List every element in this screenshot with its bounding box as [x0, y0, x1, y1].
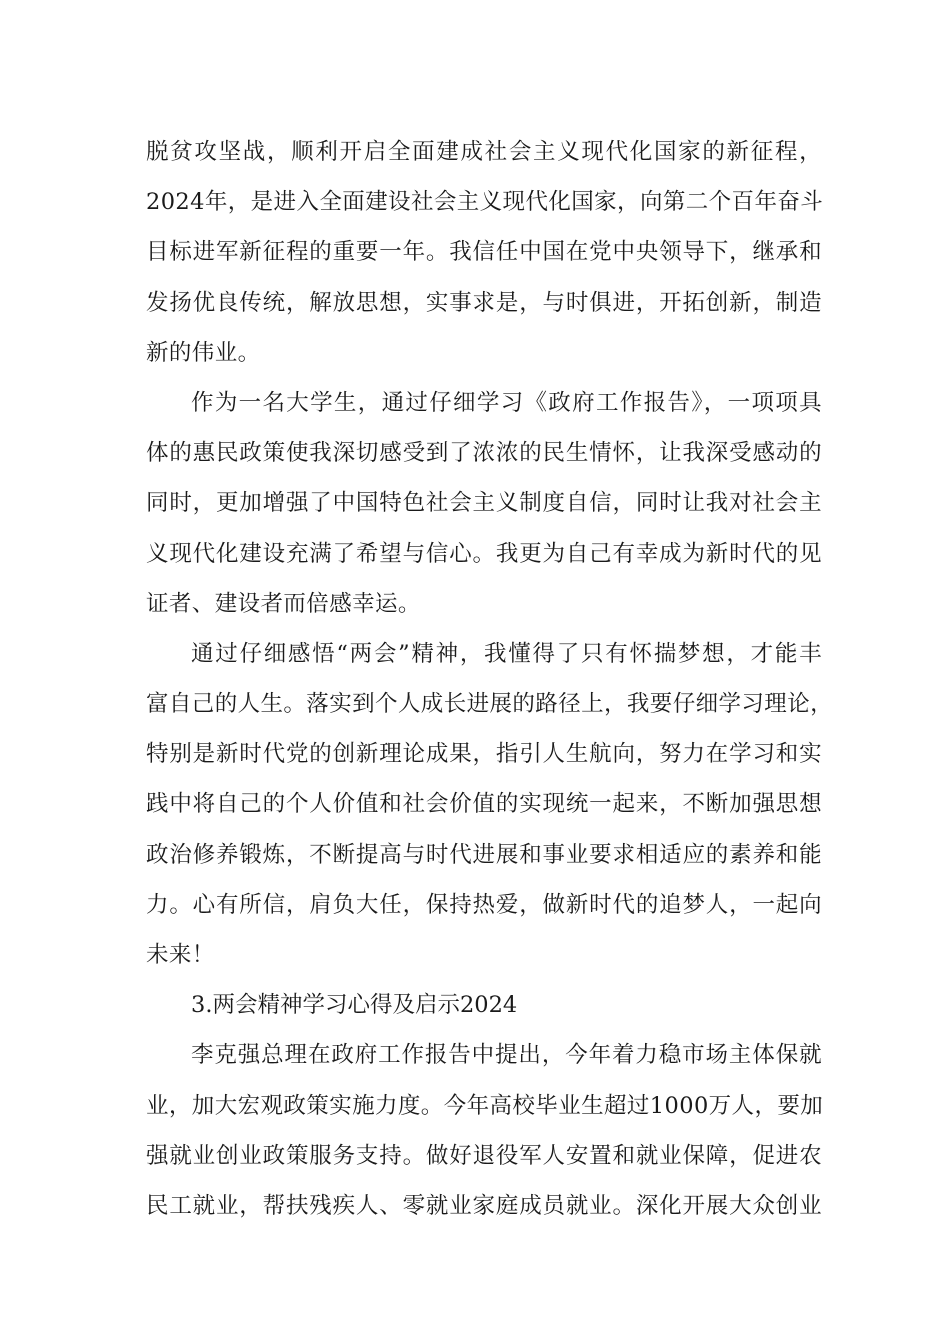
text-line: 同时，更加增强了中国特色社会主义制度自信，同时让我对社会主 [146, 490, 822, 517]
text-line: 特别是新时代党的创新理论成果，指引人生航向，努力在学习和实 [146, 741, 822, 768]
text-line: 发扬优良传统，解放思想，实事求是，与时俱进，开拓创新，制造 [146, 289, 822, 316]
text-line: 体的惠民政策使我深切感受到了浓浓的民生情怀，让我深受感动的 [146, 440, 822, 467]
text-line: 作为一名大学生，通过仔细学习《政府工作报告》，一项项具 [191, 389, 822, 416]
section-heading: 3.两会精神学习心得及启示2024 [191, 992, 518, 1019]
text-line: 富自己的人生。落实到个人成长进展的路径上，我要仔细学习理论， [146, 691, 834, 718]
text-line: 民工就业，帮扶残疾人、零就业家庭成员就业。深化开展大众创业 [146, 1192, 822, 1219]
text-line: 脱贫攻坚战，顺利开启全面建成社会主义现代化国家的新征程， [146, 139, 822, 165]
text-line: 李克强总理在政府工作报告中提出，今年着力稳市场主体保就 [191, 1042, 822, 1069]
text-line: 新的伟业。 [146, 339, 261, 366]
text-line: 政治修养锻炼，不断提高与时代进展和事业要求相适应的素养和能 [146, 841, 822, 868]
text-line: 证者、建设者而倍感幸运。 [146, 590, 421, 617]
text-line: 2024年，是进入全面建设社会主义现代化国家，向第二个百年奋斗 [146, 189, 824, 216]
text-line: 强就业创业政策服务支持。做好退役军人安置和就业保障，促进农 [146, 1142, 822, 1169]
text-line: 力。心有所信，肩负大任，保持热爱，做新时代的追梦人，一起向 [146, 891, 822, 918]
text-line: 通过仔细感悟“两会”精神，我懂得了只有怀揣梦想，才能丰 [191, 640, 822, 667]
document-page [146, 127, 834, 1231]
text-line: 业，加大宏观政策实施力度。今年高校毕业生超过1000万人，要加 [146, 1092, 824, 1119]
text-line: 未来！ [146, 942, 215, 968]
text-line: 目标进军新征程的重要一年。我信任中国在党中央领导下，继承和 [146, 239, 822, 266]
text-line: 义现代化建设充满了希望与信心。我更为自己有幸成为新时代的见 [146, 540, 822, 567]
text-line: 践中将自己的个人价值和社会价值的实现统一起来，不断加强思想 [146, 791, 822, 818]
